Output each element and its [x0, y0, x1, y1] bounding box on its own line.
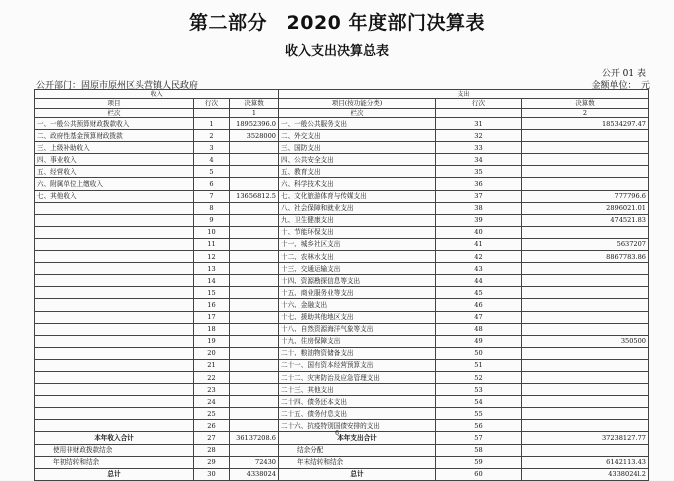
income-row-no: 5 — [194, 166, 230, 178]
col-amount-right: 决算数 — [522, 99, 649, 109]
expense-row-no: 44 — [436, 275, 522, 287]
table-row — [35, 142, 649, 154]
expense-row-no: 35 — [436, 166, 522, 178]
expense-item: 十八、自然资源海洋气象等支出 — [279, 323, 436, 335]
expense-item: 十二、农林水支出 — [279, 251, 436, 263]
page-subtitle: 收入支出决算总表 — [284, 44, 389, 59]
income-item — [35, 384, 194, 396]
income-row-no: 12 — [194, 251, 230, 263]
table-row — [35, 263, 649, 275]
expense-item: 十一、城乡社区支出 — [279, 238, 436, 250]
expense-amount: 777796.6 — [522, 190, 649, 202]
expense-amount: 350500 — [522, 335, 649, 347]
income-row-no: 7 — [194, 190, 230, 202]
expense-item: 十四、资源勘探信息等支出 — [279, 275, 436, 287]
col-row: 行次 — [194, 99, 230, 109]
expense-item: 二十五、债务付息支出 — [279, 408, 436, 420]
income-row-no: 25 — [194, 408, 230, 420]
income-amount — [230, 142, 279, 154]
income-item — [35, 335, 194, 347]
col-index-label: 栏次 — [35, 108, 194, 118]
income-item: 六、附属单位上缴收入 — [35, 178, 194, 190]
expense-item: 二十六、抗疫特别国债安排的支出 — [279, 420, 436, 432]
income-amount — [230, 251, 279, 263]
expense-item: 十九、住房保障支出 — [279, 335, 436, 347]
table-row — [35, 371, 649, 383]
income-amount — [230, 396, 279, 408]
expense-row-no: 37 — [436, 190, 522, 202]
table-row — [35, 384, 649, 396]
expense-amount: 5637207 — [522, 238, 649, 250]
table-row — [35, 396, 649, 408]
income-amount — [230, 335, 279, 347]
expense-row-no: 50 — [436, 347, 522, 359]
expense-item: 十五、商业服务业等支出 — [279, 287, 436, 299]
expense-amount: 37238127.77 — [522, 432, 649, 444]
income-item — [35, 311, 194, 323]
income-item — [35, 202, 194, 214]
expense-row-no: 60 — [436, 468, 522, 480]
income-amount — [230, 275, 279, 287]
income-item — [35, 396, 194, 408]
income-row-no: 23 — [194, 384, 230, 396]
expense-item: 十三、交通运输支出 — [279, 263, 436, 275]
expense-amount — [522, 263, 649, 275]
expense-row-no: 55 — [436, 408, 522, 420]
expense-amount: 474521.83 — [522, 214, 649, 226]
expense-row-no: 34 — [436, 154, 522, 166]
income-row-no: 6 — [194, 178, 230, 190]
expense-item: 二十、粮油物资储备支出 — [279, 347, 436, 359]
income-amount — [230, 311, 279, 323]
income-row-no: 22 — [194, 371, 230, 383]
expense-amount: 2896021.01 — [522, 202, 649, 214]
table-row — [35, 323, 649, 335]
expense-amount — [522, 347, 649, 359]
table-row — [35, 335, 649, 347]
header-row-section — [35, 90, 649, 99]
table-row — [35, 347, 649, 359]
table-row — [35, 226, 649, 238]
income-item: 年初结转和结余 — [35, 456, 194, 468]
col-item-func: 项目(按功能分类) — [279, 99, 436, 109]
expense-amount: 6142113.43 — [522, 456, 649, 468]
department-label: 公开部门：固原市原州区头营镇人民政府 — [36, 81, 199, 91]
income-amount: 18952396.0 — [230, 118, 279, 130]
income-amount — [230, 359, 279, 371]
table-code: 公开 01 表 — [601, 69, 646, 79]
income-item — [35, 371, 194, 383]
income-amount — [230, 323, 279, 335]
expense-row-no: 36 — [436, 178, 522, 190]
table-row — [35, 287, 649, 299]
expense-row-no: 39 — [436, 214, 522, 226]
table-row — [35, 275, 649, 287]
expense-row-no: 42 — [436, 251, 522, 263]
table-row — [35, 444, 649, 456]
expense-row-no: 46 — [436, 299, 522, 311]
expense-amount — [522, 384, 649, 396]
expense-row-no: 52 — [436, 371, 522, 383]
income-amount — [230, 166, 279, 178]
expense-header: 支出 — [279, 90, 649, 99]
expense-item: 二十二、灾害防治及应急管理支出 — [279, 371, 436, 383]
expense-row-no: 33 — [436, 142, 522, 154]
income-item — [35, 299, 194, 311]
expense-item: 八、社会保障和就业支出 — [279, 202, 436, 214]
income-item: 四、事业收入 — [35, 154, 194, 166]
income-item — [35, 287, 194, 299]
income-item — [35, 226, 194, 238]
expense-amount — [522, 299, 649, 311]
table-row — [35, 251, 649, 263]
income-item — [35, 408, 194, 420]
expense-amount — [522, 371, 649, 383]
expense-row-no: 57 — [436, 432, 522, 444]
income-row-no: 26 — [194, 420, 230, 432]
col-amount: 决算数 — [230, 99, 279, 109]
expense-amount — [522, 142, 649, 154]
income-amount — [230, 154, 279, 166]
income-item: 总计 — [35, 468, 194, 480]
income-row-no: 11 — [194, 238, 230, 250]
income-amount — [230, 384, 279, 396]
income-amount: 72430 — [230, 456, 279, 468]
expense-amount — [522, 178, 649, 190]
table-row — [35, 456, 649, 468]
col-item: 项目 — [35, 99, 194, 109]
income-amount: 36137208.6 — [230, 432, 279, 444]
income-row-no: 1 — [194, 118, 230, 130]
expense-item: 七、文化旅游体育与传媒支出 — [279, 190, 436, 202]
expense-item: 二十四、债务还本支出 — [279, 396, 436, 408]
col-row-right: 行次 — [436, 99, 522, 109]
col-index-1: 1 — [230, 108, 279, 118]
income-row-no: 19 — [194, 335, 230, 347]
table-row — [35, 468, 649, 480]
expense-item: 年末结转和结余 — [279, 456, 436, 468]
expense-amount — [522, 287, 649, 299]
unit-label: 金额单位： 元 — [591, 81, 650, 91]
expense-item: 结余分配 — [279, 444, 436, 456]
expense-row-no: 59 — [436, 456, 522, 468]
expense-row-no: 53 — [436, 384, 522, 396]
expense-amount: 18534297.47 — [522, 118, 649, 130]
expense-row-no: 41 — [436, 238, 522, 250]
expense-item: 二、外交支出 — [279, 130, 436, 142]
table-row — [35, 299, 649, 311]
income-item: 七、其他收入 — [35, 190, 194, 202]
header-row-col-index — [35, 108, 649, 118]
table-row — [35, 238, 649, 250]
income-row-no: 2 — [194, 130, 230, 142]
income-item: 本年收入合计 — [35, 432, 194, 444]
income-row-no: 3 — [194, 142, 230, 154]
expense-item: 十六、金融支出 — [279, 299, 436, 311]
income-header: 收入 — [35, 90, 279, 99]
income-item — [35, 323, 194, 335]
expense-amount: 8867783.86 — [522, 251, 649, 263]
expense-item: 本年支出合计 — [279, 432, 436, 444]
expense-item: 十七、援助其他地区支出 — [279, 311, 436, 323]
table-row — [35, 214, 649, 226]
income-amount — [230, 263, 279, 275]
expense-item: 五、教育支出 — [279, 166, 436, 178]
expense-amount — [522, 154, 649, 166]
expense-amount — [522, 311, 649, 323]
income-row-no: 18 — [194, 323, 230, 335]
income-row-no: 4 — [194, 154, 230, 166]
income-item — [35, 347, 194, 359]
page-title: 第二部分 2020 年度部门决算表 — [189, 12, 485, 34]
expense-row-no: 31 — [436, 118, 522, 130]
table-row — [35, 202, 649, 214]
income-row-no: 8 — [194, 202, 230, 214]
income-amount — [230, 238, 279, 250]
income-item: 一、一般公共预算财政拨款收入 — [35, 118, 194, 130]
expense-item: 二十一、国有资本经营预算支出 — [279, 359, 436, 371]
expense-item: 一、一般公共服务支出 — [279, 118, 436, 130]
income-item — [35, 275, 194, 287]
table-row — [35, 190, 649, 202]
expense-row-no: 38 — [436, 202, 522, 214]
income-row-no: 21 — [194, 359, 230, 371]
expense-row-no: 32 — [436, 130, 522, 142]
income-item — [35, 251, 194, 263]
income-amount: 13656812.5 — [230, 190, 279, 202]
income-amount — [230, 214, 279, 226]
expense-amount: 4338024l.2 — [522, 468, 649, 480]
income-amount — [230, 299, 279, 311]
expense-row-no: 56 — [436, 420, 522, 432]
expense-row-no: 45 — [436, 287, 522, 299]
header-row-columns — [35, 99, 649, 109]
income-amount — [230, 408, 279, 420]
expense-amount — [522, 130, 649, 142]
income-item: 三、上级补助收入 — [35, 142, 194, 154]
income-row-no: 27 — [194, 432, 230, 444]
page-number: 6 — [335, 430, 339, 437]
income-amount: 4338024 — [230, 468, 279, 480]
income-row-no: 9 — [194, 214, 230, 226]
income-item — [35, 263, 194, 275]
expense-row-no: 54 — [436, 396, 522, 408]
table-row — [35, 178, 649, 190]
table-row — [35, 154, 649, 166]
income-row-no: 28 — [194, 444, 230, 456]
table-row — [35, 311, 649, 323]
expense-row-no: 40 — [436, 226, 522, 238]
income-amount — [230, 287, 279, 299]
income-amount: 3528000 — [230, 130, 279, 142]
table-row — [35, 359, 649, 371]
expense-amount — [522, 323, 649, 335]
expense-item: 四、公共安全支出 — [279, 154, 436, 166]
expense-amount — [522, 359, 649, 371]
income-row-no: 13 — [194, 263, 230, 275]
income-row-no: 30 — [194, 468, 230, 480]
table-row — [35, 130, 649, 142]
expense-amount — [522, 275, 649, 287]
income-row-no: 15 — [194, 287, 230, 299]
income-amount — [230, 202, 279, 214]
col-index-2: 2 — [522, 108, 649, 118]
expense-item: 二十三、其他支出 — [279, 384, 436, 396]
income-amount — [230, 371, 279, 383]
income-row-no: 29 — [194, 456, 230, 468]
expense-amount — [522, 444, 649, 456]
income-row-no: 17 — [194, 311, 230, 323]
expense-row-no: 48 — [436, 323, 522, 335]
income-row-no: 14 — [194, 275, 230, 287]
expense-amount — [522, 226, 649, 238]
income-row-no: 16 — [194, 299, 230, 311]
expense-row-no: 58 — [436, 444, 522, 456]
income-item: 五、经营收入 — [35, 166, 194, 178]
income-row-no: 20 — [194, 347, 230, 359]
expense-amount — [522, 396, 649, 408]
table-row — [35, 166, 649, 178]
expense-item: 九、卫生健康支出 — [279, 214, 436, 226]
expense-row-no: 43 — [436, 263, 522, 275]
income-row-no: 10 — [194, 226, 230, 238]
expense-row-no: 49 — [436, 335, 522, 347]
expense-amount — [522, 408, 649, 420]
income-amount — [230, 347, 279, 359]
income-item — [35, 214, 194, 226]
income-amount — [230, 226, 279, 238]
income-item: 使用非财政拨款结余 — [35, 444, 194, 456]
expense-item: 总计 — [279, 468, 436, 480]
income-item — [35, 359, 194, 371]
income-amount — [230, 178, 279, 190]
expense-row-no: 51 — [436, 359, 522, 371]
income-item — [35, 238, 194, 250]
income-amount — [230, 444, 279, 456]
expense-amount — [522, 166, 649, 178]
col-index-label-right: 栏次 — [279, 108, 436, 118]
expense-item: 三、国防支出 — [279, 142, 436, 154]
income-expense-table — [34, 89, 649, 481]
table-row — [35, 408, 649, 420]
table-row — [35, 118, 649, 130]
income-row-no: 24 — [194, 396, 230, 408]
expense-item: 六、科学技术支出 — [279, 178, 436, 190]
expense-item: 十、节能环保支出 — [279, 226, 436, 238]
expense-row-no: 47 — [436, 311, 522, 323]
income-item: 二、政府性基金预算财政拨款 — [35, 130, 194, 142]
